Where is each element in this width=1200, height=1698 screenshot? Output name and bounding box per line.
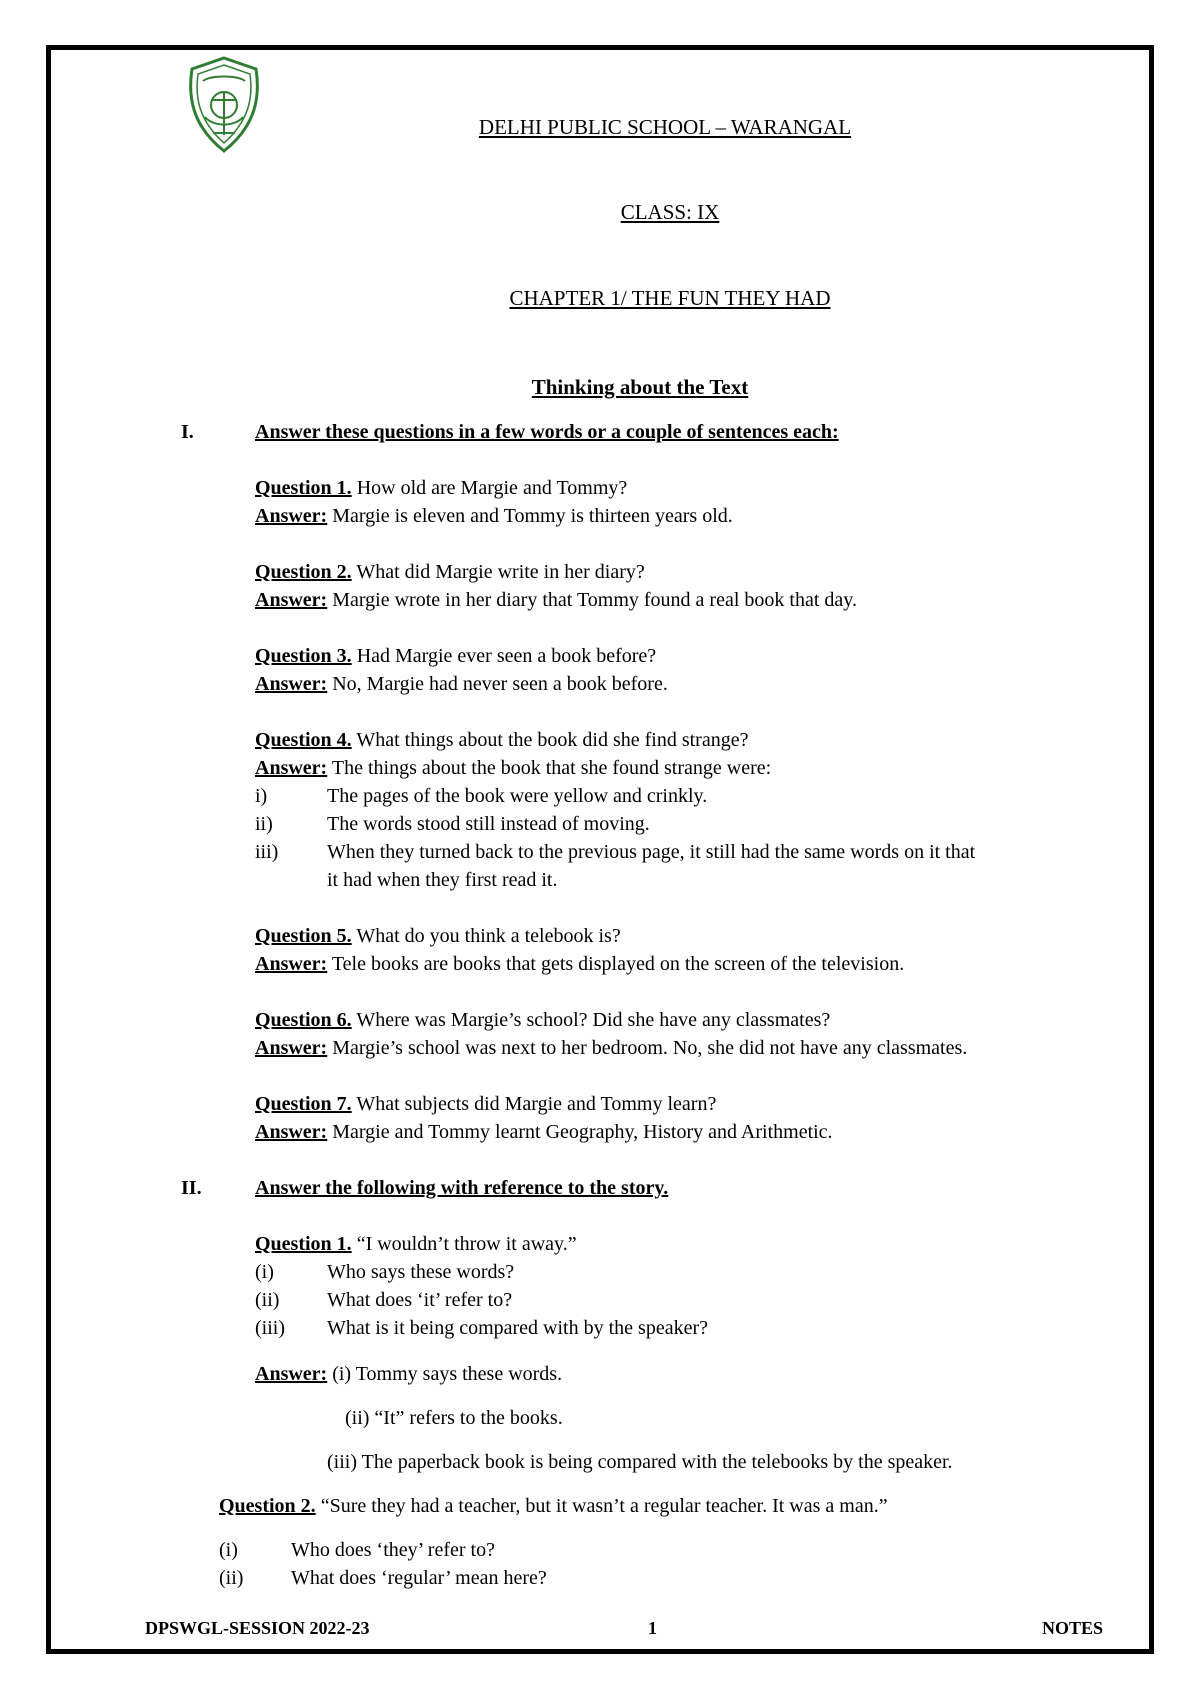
question: Question 7. What subjects did Margie and Tommy learn?: [255, 1093, 717, 1115]
school-name: DELHI PUBLIC SCHOOL – WARANGAL: [478, 115, 852, 139]
list-item: The pages of the book were yellow and crinkly.: [327, 785, 708, 807]
answer: Answer: Tele books are books that gets displayed on the screen of the television.: [255, 953, 905, 975]
list-item: When they turned back to the previous page, it still had the same words on it that: [327, 841, 976, 863]
question: Question 1. How old are Margie and Tommy?: [255, 477, 628, 499]
list-item-number: (i): [219, 1539, 238, 1561]
section-instruction: Answer the following with reference to the story.: [255, 1177, 669, 1199]
answer: Answer: Margie’s school was next to her bedroom. No, she did not have any classmates.: [255, 1037, 968, 1059]
list-item-number: (ii): [255, 1289, 280, 1311]
list-item-continuation: it had when they first read it.: [327, 869, 558, 891]
list-item: Who does ‘they’ refer to?: [291, 1539, 495, 1561]
class-heading: CLASS: IX: [620, 200, 720, 224]
answer-line: (ii) “It” refers to the books.: [345, 1407, 563, 1429]
list-item-number: i): [255, 785, 268, 807]
list-item: The words stood still instead of moving.: [327, 813, 650, 835]
answer: Answer: Margie is eleven and Tommy is thirteen years old.: [255, 505, 733, 527]
list-item: What is it being compared with by the speaker?: [327, 1317, 708, 1339]
answer: Answer: The things about the book that she found strange were:: [255, 757, 772, 779]
question: Question 2. What did Margie write in her diary?: [255, 561, 645, 583]
school-crest-icon: [183, 55, 265, 155]
answer: Answer: Margie and Tommy learnt Geography, History and Arithmetic.: [255, 1121, 833, 1143]
footer-notes: NOTES: [1042, 1618, 1104, 1638]
question: Question 5. What do you think a telebook is?: [255, 925, 621, 947]
list-item-number: iii): [255, 841, 279, 863]
question: Question 1. “I wouldn’t throw it away.”: [255, 1233, 577, 1255]
list-item: What does ‘it’ refer to?: [327, 1289, 513, 1311]
chapter-title: CHAPTER 1/ THE FUN THEY HAD: [509, 286, 831, 310]
section-number: I.: [181, 421, 194, 443]
footer-session: DPSWGL-SESSION 2022-23: [145, 1618, 370, 1638]
footer-page-number: 1: [648, 1618, 657, 1638]
section-title: Thinking about the Text: [531, 375, 749, 399]
list-item: What does ‘regular’ mean here?: [291, 1567, 547, 1589]
question: Question 4. What things about the book did she find strange?: [255, 729, 749, 751]
section-instruction: Answer these questions in a few words or a couple of sentences each:: [255, 421, 839, 443]
list-item-number: (i): [255, 1261, 274, 1283]
question: Question 3. Had Margie ever seen a book before?: [255, 645, 657, 667]
question: Question 2. “Sure they had a teacher, but it wasn’t a regular teacher. It was a man.”: [219, 1495, 888, 1517]
list-item-number: (ii): [219, 1567, 244, 1589]
list-item-number: (iii): [255, 1317, 285, 1339]
answer-line: (iii) The paperback book is being compared with the telebooks by the speaker.: [327, 1451, 953, 1473]
question: Question 6. Where was Margie’s school? Did she have any classmates?: [255, 1009, 831, 1031]
answer: Answer: (i) Tommy says these words.: [255, 1363, 563, 1385]
list-item: Who says these words?: [327, 1261, 515, 1283]
answer: Answer: Margie wrote in her diary that Tommy found a real book that day.: [255, 589, 857, 611]
list-item-number: ii): [255, 813, 273, 835]
section-number: II.: [181, 1177, 202, 1199]
answer: Answer: No, Margie had never seen a book before.: [255, 673, 668, 695]
